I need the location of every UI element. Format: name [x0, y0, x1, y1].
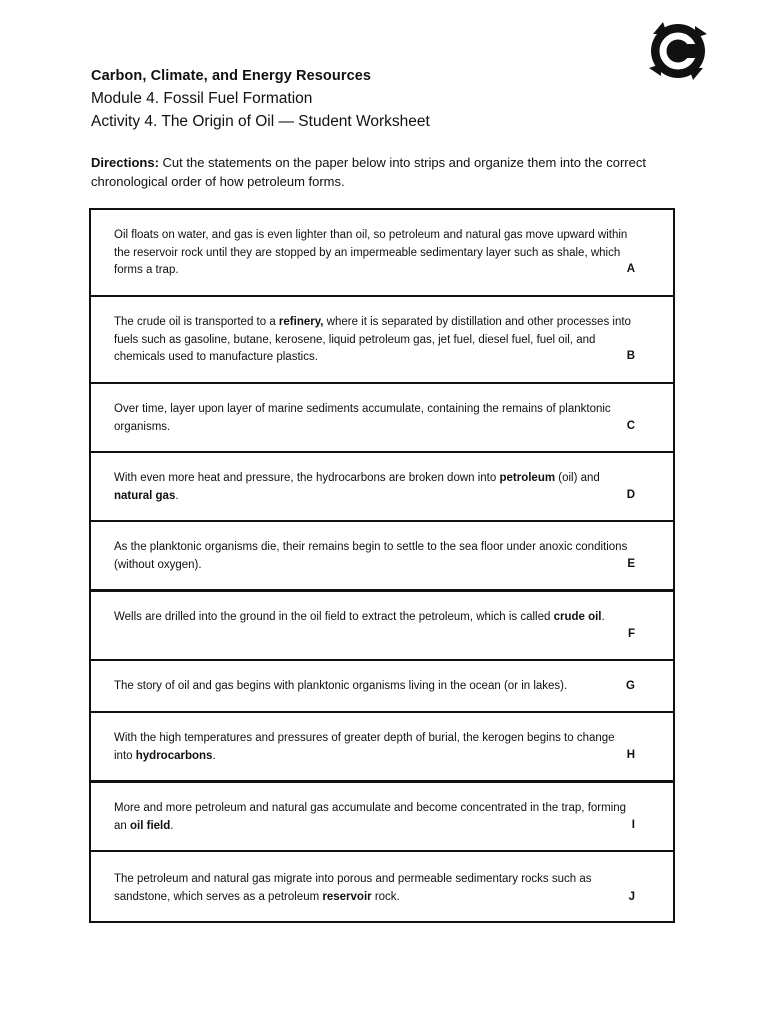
- statement-text-part: Oil floats on water, and gas is even lighter than oil, so petroleum and natural gas move upward within the reservoir rock until they are stopped by an impermeable sedimentary layer such as shale, which forms a trap.: [114, 229, 628, 276]
- statement-letter: C: [626, 420, 635, 432]
- statement-bold-term: petroleum: [499, 472, 556, 484]
- statement-text-part: Wells are drilled into the ground in the oil field to extract the petroleum, which is called: [114, 611, 554, 623]
- document-title: Carbon, Climate, and Energy Resources: [91, 68, 372, 84]
- statement-text: [114, 730, 634, 765]
- statement-bold-term: reservoir: [322, 890, 372, 903]
- statement-text: [114, 314, 634, 367]
- statement-text: [114, 539, 634, 574]
- statement-text-part: With the high temperatures and pressures of greater depth of burial, the kerogen begins to change into: [114, 732, 615, 762]
- directions-label: Directions:: [91, 155, 159, 170]
- statement-text: [114, 871, 634, 906]
- statement-text-part: where it is separated by distillation and other processes into fuels such as gasoline, butane, kerosene, liquid petroleum gas, jet fuel, diesel fuel, fuel oil, and chemicals used to manufacture plastics.: [114, 316, 631, 363]
- statement-bold-term: natural gas: [114, 489, 176, 502]
- statement-text-part: The crude oil is transported to a: [114, 316, 279, 328]
- statement-letter: J: [628, 891, 635, 903]
- statement-strip: [89, 781, 675, 852]
- statement-bold-term: crude oil: [553, 611, 602, 623]
- statement-strip: [89, 382, 675, 453]
- statement-strip: [89, 208, 675, 297]
- statement-strip: [89, 711, 675, 782]
- statement-text-part: The story of oil and gas begins with planktonic organisms living in the ocean (or in lakes).: [114, 680, 568, 692]
- statement-text-part: As the planktonic organisms die, their remains begin to settle to the sea floor under anoxic conditions (without oxygen).: [114, 541, 628, 571]
- statement-letter: E: [627, 558, 635, 570]
- statement-text-part: The petroleum and natural gas migrate into porous and permeable sedimentary rocks such as sandstone, which serves as a petroleum: [114, 873, 592, 903]
- statement-bold-term: refinery,: [278, 316, 324, 328]
- statement-text: [114, 678, 634, 696]
- statement-strip: [89, 590, 675, 661]
- statement-bold-term: hydrocarbons: [135, 749, 213, 762]
- statement-letter: B: [626, 350, 635, 362]
- statement-text: [114, 609, 634, 627]
- statement-strip: [89, 295, 675, 384]
- statement-text: [114, 800, 634, 835]
- statement-text: [114, 470, 634, 505]
- statement-text: [114, 401, 634, 436]
- statement-letter: F: [627, 628, 635, 640]
- statement-text-part: .: [175, 489, 179, 502]
- logo-icon: [641, 14, 715, 88]
- statement-text-part: With even more heat and pressure, the hydrocarbons are broken down into: [114, 472, 500, 484]
- statement-strip: [89, 659, 675, 713]
- statement-strip: [89, 850, 675, 923]
- statement-text-part: Over time, layer upon layer of marine sediments accumulate, containing the remains of planktonic organisms.: [114, 403, 611, 433]
- statement-text-part: .: [170, 819, 174, 832]
- statement-letter: D: [626, 489, 635, 501]
- statement-letter: G: [626, 680, 635, 692]
- statement-text-part: .: [601, 611, 605, 623]
- statement-text-part: .: [212, 749, 216, 762]
- statement-strip: [89, 451, 675, 522]
- statement-text-part: rock.: [371, 890, 400, 903]
- statement-letter: A: [626, 263, 635, 275]
- statement-text-part: More and more petroleum and natural gas accumulate and become concentrated in the trap, forming an: [114, 802, 627, 832]
- directions-text: Cut the statements on the paper below into strips and organize them into the correct chronological order of how petroleum forms.: [91, 155, 646, 189]
- statement-bold-term: oil field: [130, 819, 171, 832]
- statement-letter: I: [631, 819, 635, 831]
- statement-strip: [89, 520, 675, 591]
- activity-title: Activity 4. The Origin of Oil — Student Worksheet: [91, 113, 430, 130]
- directions: [91, 153, 661, 191]
- statement-text-part: (oil) and: [555, 472, 600, 484]
- statement-letter: H: [626, 749, 635, 761]
- statement-text: [114, 227, 634, 280]
- module-title: Module 4. Fossil Fuel Formation: [91, 90, 313, 107]
